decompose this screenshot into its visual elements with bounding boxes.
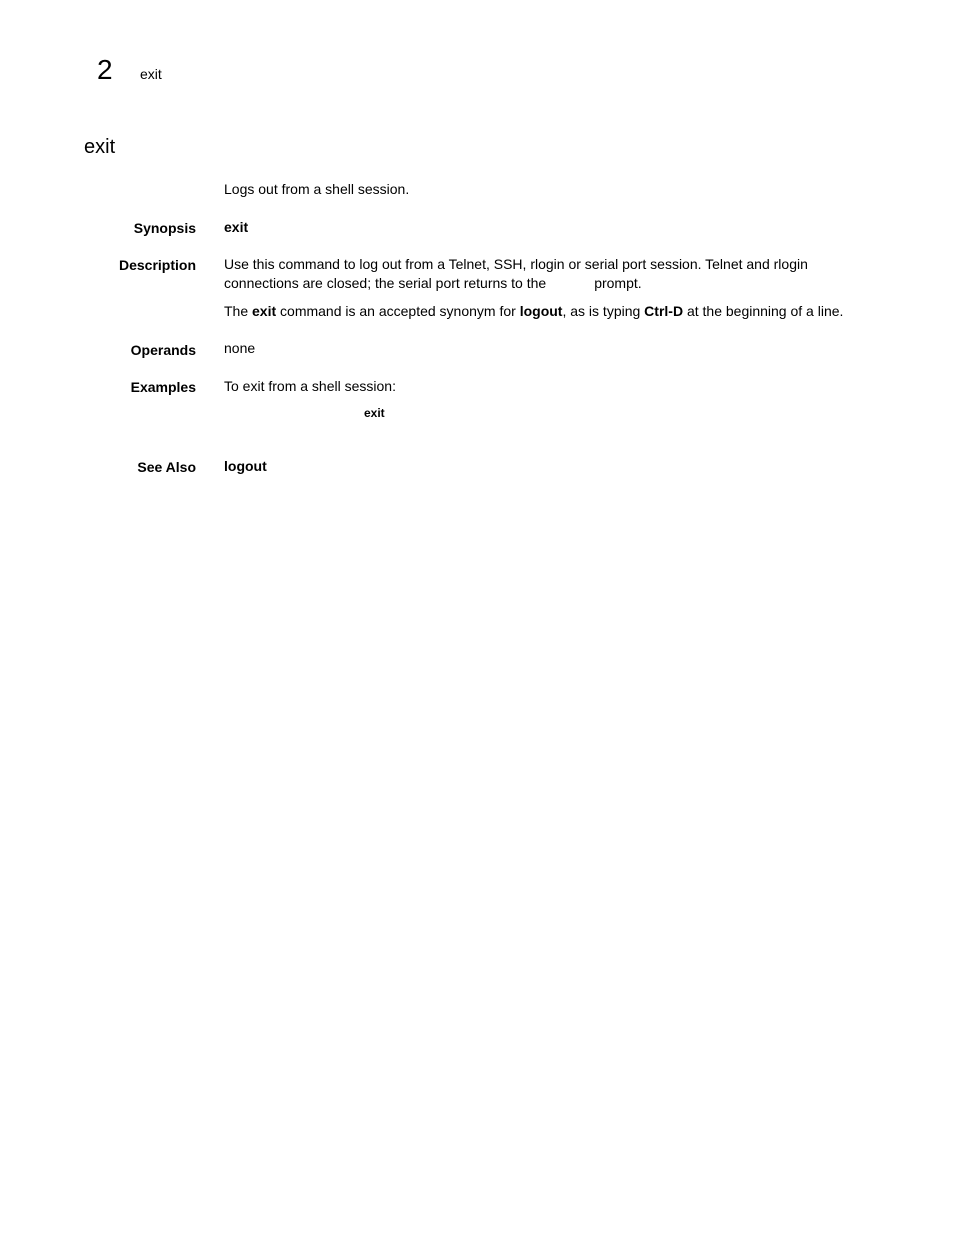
description-text-2a: The [224, 303, 253, 319]
description-label: Description [118, 257, 196, 273]
see-also-link[interactable]: logout [224, 458, 267, 474]
exit-command-ref: exit [252, 303, 277, 319]
section-summary: Logs out from a shell session. [224, 181, 410, 197]
examples-label: Examples [130, 379, 196, 395]
operands-value: none [224, 340, 256, 356]
operands-label: Operands [130, 342, 196, 358]
section-title: exit [84, 136, 116, 158]
ctrl-d-key-ref: Ctrl-D [644, 303, 684, 319]
examples-intro: To exit from a shell session: [224, 378, 396, 394]
example-code: exit [364, 406, 385, 420]
logout-command-ref: logout [519, 303, 563, 319]
description-text-2d: at the beginning of a line. [683, 303, 844, 319]
description-paragraph-1 [224, 255, 884, 293]
description-text-2b: command is an accepted synonym for [276, 303, 520, 319]
description-text-1b: prompt. [594, 275, 642, 291]
see-also-label: See Also [137, 459, 196, 475]
synopsis-command: exit [224, 219, 249, 235]
description-text-1a: Use this command to log out from a Telnet, SSH, rlogin or serial port session. Telnet and rlogin connections are closed; the serial port returns to the [224, 256, 808, 291]
description-text-2c: , as is typing [562, 303, 645, 319]
synopsis-label: Synopsis [133, 220, 196, 236]
description-paragraph-2 [224, 302, 884, 321]
running-title: exit [140, 66, 162, 82]
chapter-number: 2 [97, 54, 113, 85]
